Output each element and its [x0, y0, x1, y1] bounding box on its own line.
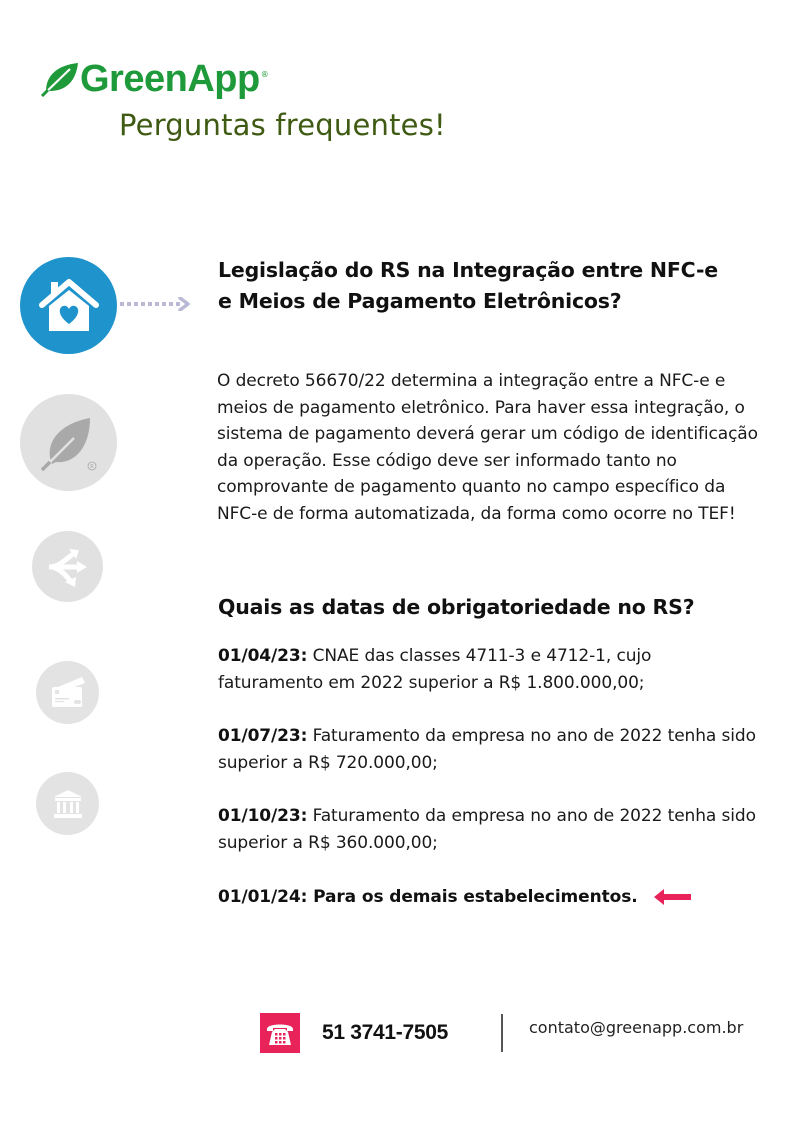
home-heart-icon — [38, 278, 100, 334]
date-item — [218, 723, 758, 776]
telephone-icon — [265, 1019, 295, 1047]
home-circle — [20, 257, 117, 354]
date-label: 01/04/23: — [218, 646, 308, 666]
date-text: CNAE das classes 4711-3 e 4712-1, cujo faturamento em 2022 superior a R$ 1.800.000,00; — [218, 646, 652, 693]
faq-question-datas: Quais as datas de obrigatoriedade no RS? — [218, 595, 695, 619]
date-label: 01/01/24: — [218, 887, 308, 907]
registered-mark: ® — [260, 70, 269, 79]
credit-card-icon — [48, 675, 88, 711]
faq-question-legislacao: Legislação do RS na Integração entre NFC-e e Meios de Pagamento Eletrônicos? — [218, 258, 718, 313]
leaf-logo-icon — [40, 61, 80, 97]
footer-divider — [501, 1014, 503, 1052]
email-link[interactable]: contato@greenapp.com.br — [529, 1018, 744, 1037]
faq-answer-legislacao: O decreto 56670/22 determina a integração entre a NFC-e e meios de pagamento eletrônico. Para haver essa integração, o sistema de pagamento deverá gerar um código de identificação da operação. Esse código deve ser informado tanto no comprovante de pagamento quanto no campo específico da NFC-e de forma automatizada, da forma como ocorre no TEF! — [217, 371, 758, 524]
card-circle — [36, 661, 99, 724]
arrow-left-icon — [654, 889, 692, 905]
date-text: Faturamento da empresa no ano de 2022 tenha sido superior a R$ 720.000,00; — [218, 726, 756, 773]
date-item — [218, 643, 758, 696]
date-item — [218, 803, 758, 856]
date-label: 01/07/23: — [218, 726, 308, 746]
svg-text:R: R — [89, 463, 94, 470]
date-item-highlighted — [218, 884, 758, 911]
contact-footer — [260, 1013, 744, 1053]
page-title: Perguntas frequentes! — [119, 108, 446, 142]
leaf-circle — [20, 394, 117, 491]
phone-number[interactable]: 51 3741-7505 — [322, 1021, 449, 1044]
brand-name: GreenApp — [80, 58, 260, 100]
date-text: Para os demais estabelecimentos. — [313, 887, 638, 907]
bank-icon — [52, 788, 84, 820]
bank-circle — [36, 772, 99, 835]
leaf-icon — [34, 408, 104, 478]
phone-icon-box — [260, 1013, 300, 1053]
dotted-arrow-icon — [118, 297, 194, 311]
brand-logo — [40, 60, 269, 98]
split-circle — [32, 531, 103, 602]
date-text: Faturamento da empresa no ano de 2022 tenha sido superior a R$ 360.000,00; — [218, 806, 756, 853]
date-label: 01/10/23: — [218, 806, 308, 826]
split-arrows-icon — [45, 544, 91, 590]
